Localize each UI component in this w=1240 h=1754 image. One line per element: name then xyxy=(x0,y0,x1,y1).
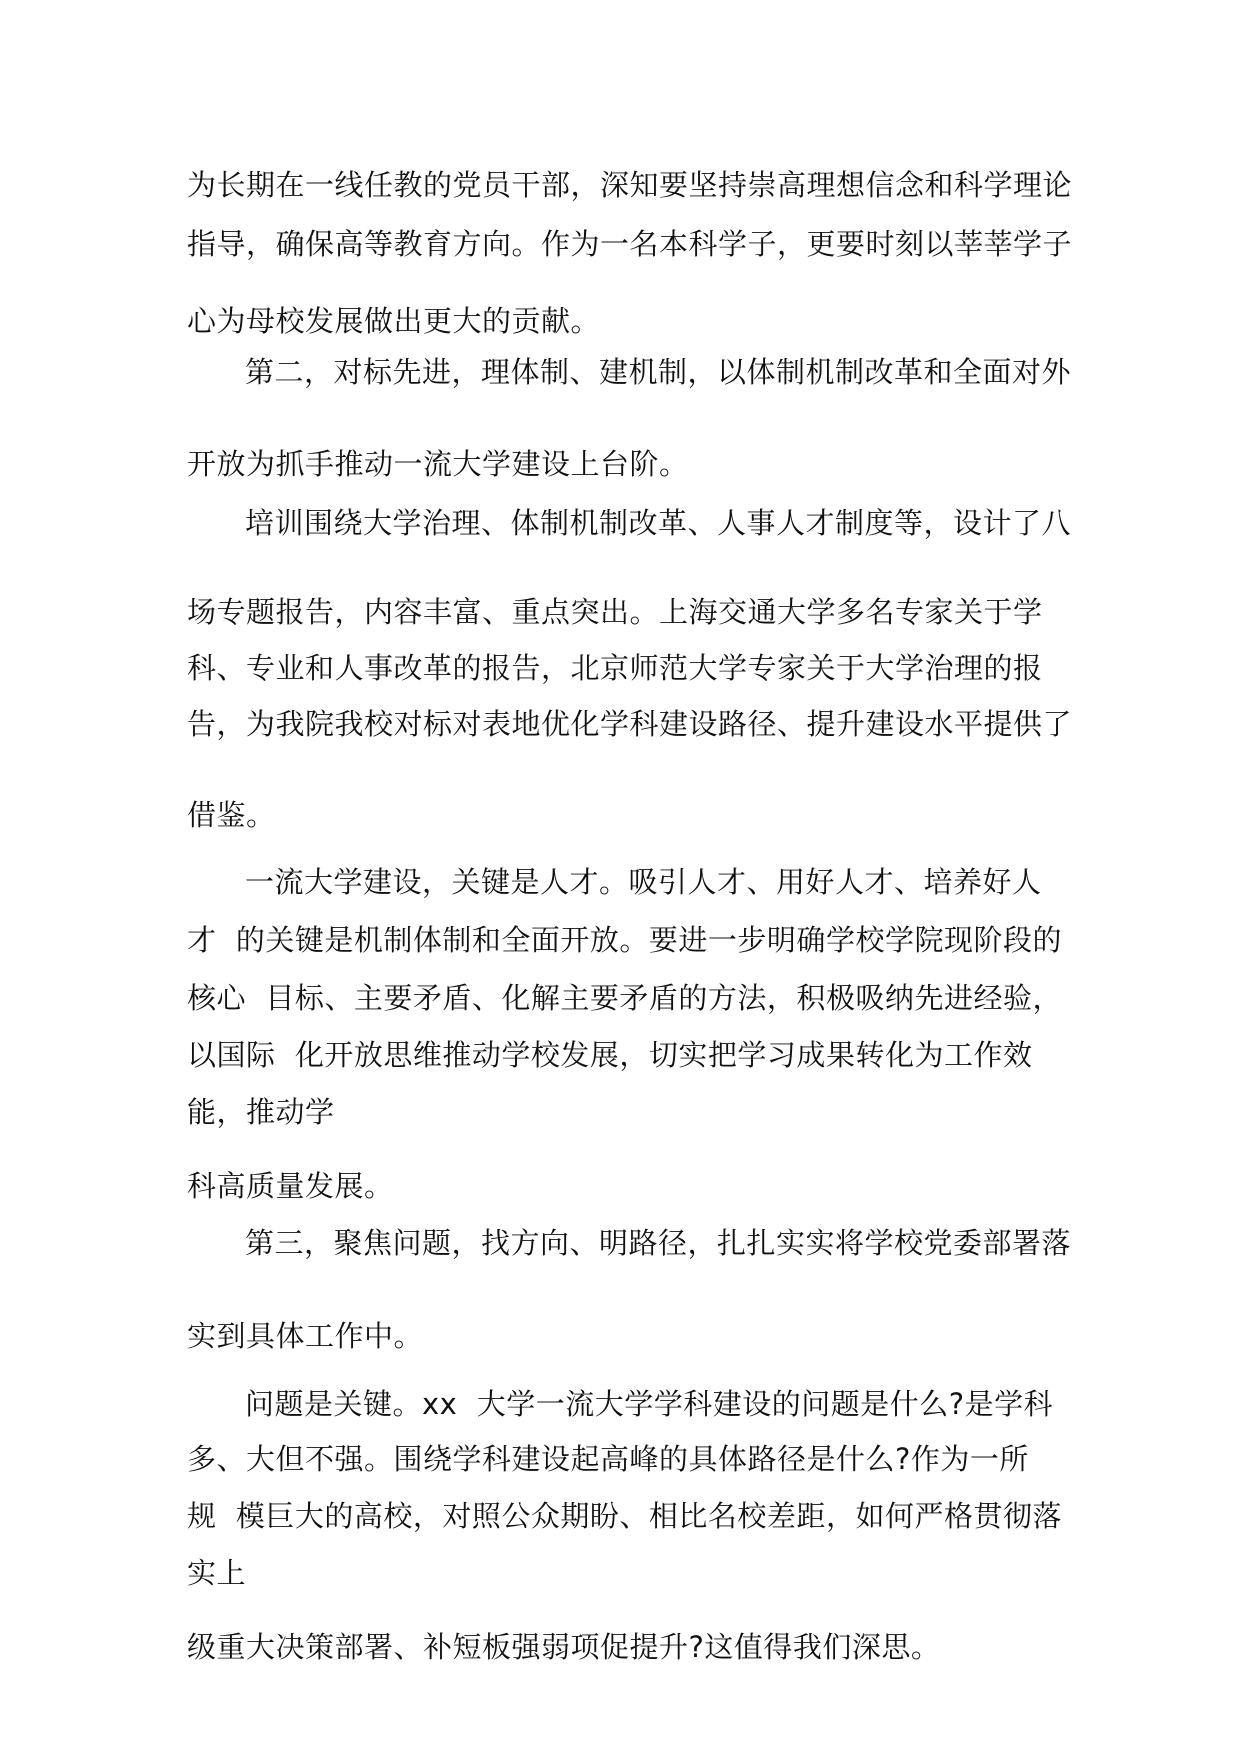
text-line: 才 的关键是机制体制和全面开放。要进一步明确学校学院现阶段的 xyxy=(187,923,1062,957)
text-line: 科、专业和人事改革的报告，北京师范大学专家关于大学治理的报 xyxy=(187,651,1043,685)
text-line: 告，为我院我校对标对表地优化学科建设路径、提升建设水平提供了 xyxy=(187,707,1073,741)
text-line: 场专题报告，内容丰富、重点突出。上海交通大学多名专家关于学 xyxy=(187,595,1043,629)
paragraph-heading: 第二，对标先进，理体制、建机制，以体制机制改革和全面对外 xyxy=(245,355,1072,389)
text-line: 科高质量发展。 xyxy=(187,1169,394,1203)
text-line: 指导，确保高等教育方向。作为一名本科学子，更要时刻以莘莘学子 xyxy=(187,227,1073,261)
text-line: 实到具体工作中。 xyxy=(187,1319,424,1353)
text-line: 培训围绕大学治理、体制机制改革、人事人才制度等，设计了八 xyxy=(245,506,1072,540)
text-line: 多、大但不强。围绕学科建设起高峰的具体路径是什么?作为一所 xyxy=(187,1442,1029,1476)
text-line: 借鉴。 xyxy=(187,798,276,832)
paragraph-heading: 第三，聚焦问题，找方向、明路径，扎扎实实将学校党委部署落 xyxy=(245,1226,1072,1260)
text-line: 以国际 化开放思维推动学校发展，切实把学习成果转化为工作效 xyxy=(187,1038,1033,1072)
text-line: 核心 目标、主要矛盾、化解主要矛盾的方法，积极吸纳先进经验， xyxy=(187,981,1062,1015)
text-line: 一流大学建设，关键是人才。吸引人才、用好人才、培养好人 xyxy=(245,865,1042,899)
text-line: 问题是关键。xx 大学一流大学学科建设的问题是什么?是学科 xyxy=(245,1387,1054,1421)
text-line: 实上 xyxy=(187,1556,247,1590)
text-line: 开放为抓手推动一流大学建设上台阶。 xyxy=(187,447,689,481)
text-line: 规 模巨大的高校，对照公众期盼、相比名校差距，如何严格贯彻落 xyxy=(187,1499,1062,1533)
text-line: 能，推动学 xyxy=(187,1095,335,1129)
text-line: 为长期在一线任教的党员干部，深知要坚持崇高理想信念和科学理论 xyxy=(187,168,1073,202)
text-line: 心为母校发展做出更大的贡献。 xyxy=(187,304,601,338)
text-line: 级重大决策部署、补短板强弱项促提升?这值得我们深思。 xyxy=(187,1630,941,1664)
